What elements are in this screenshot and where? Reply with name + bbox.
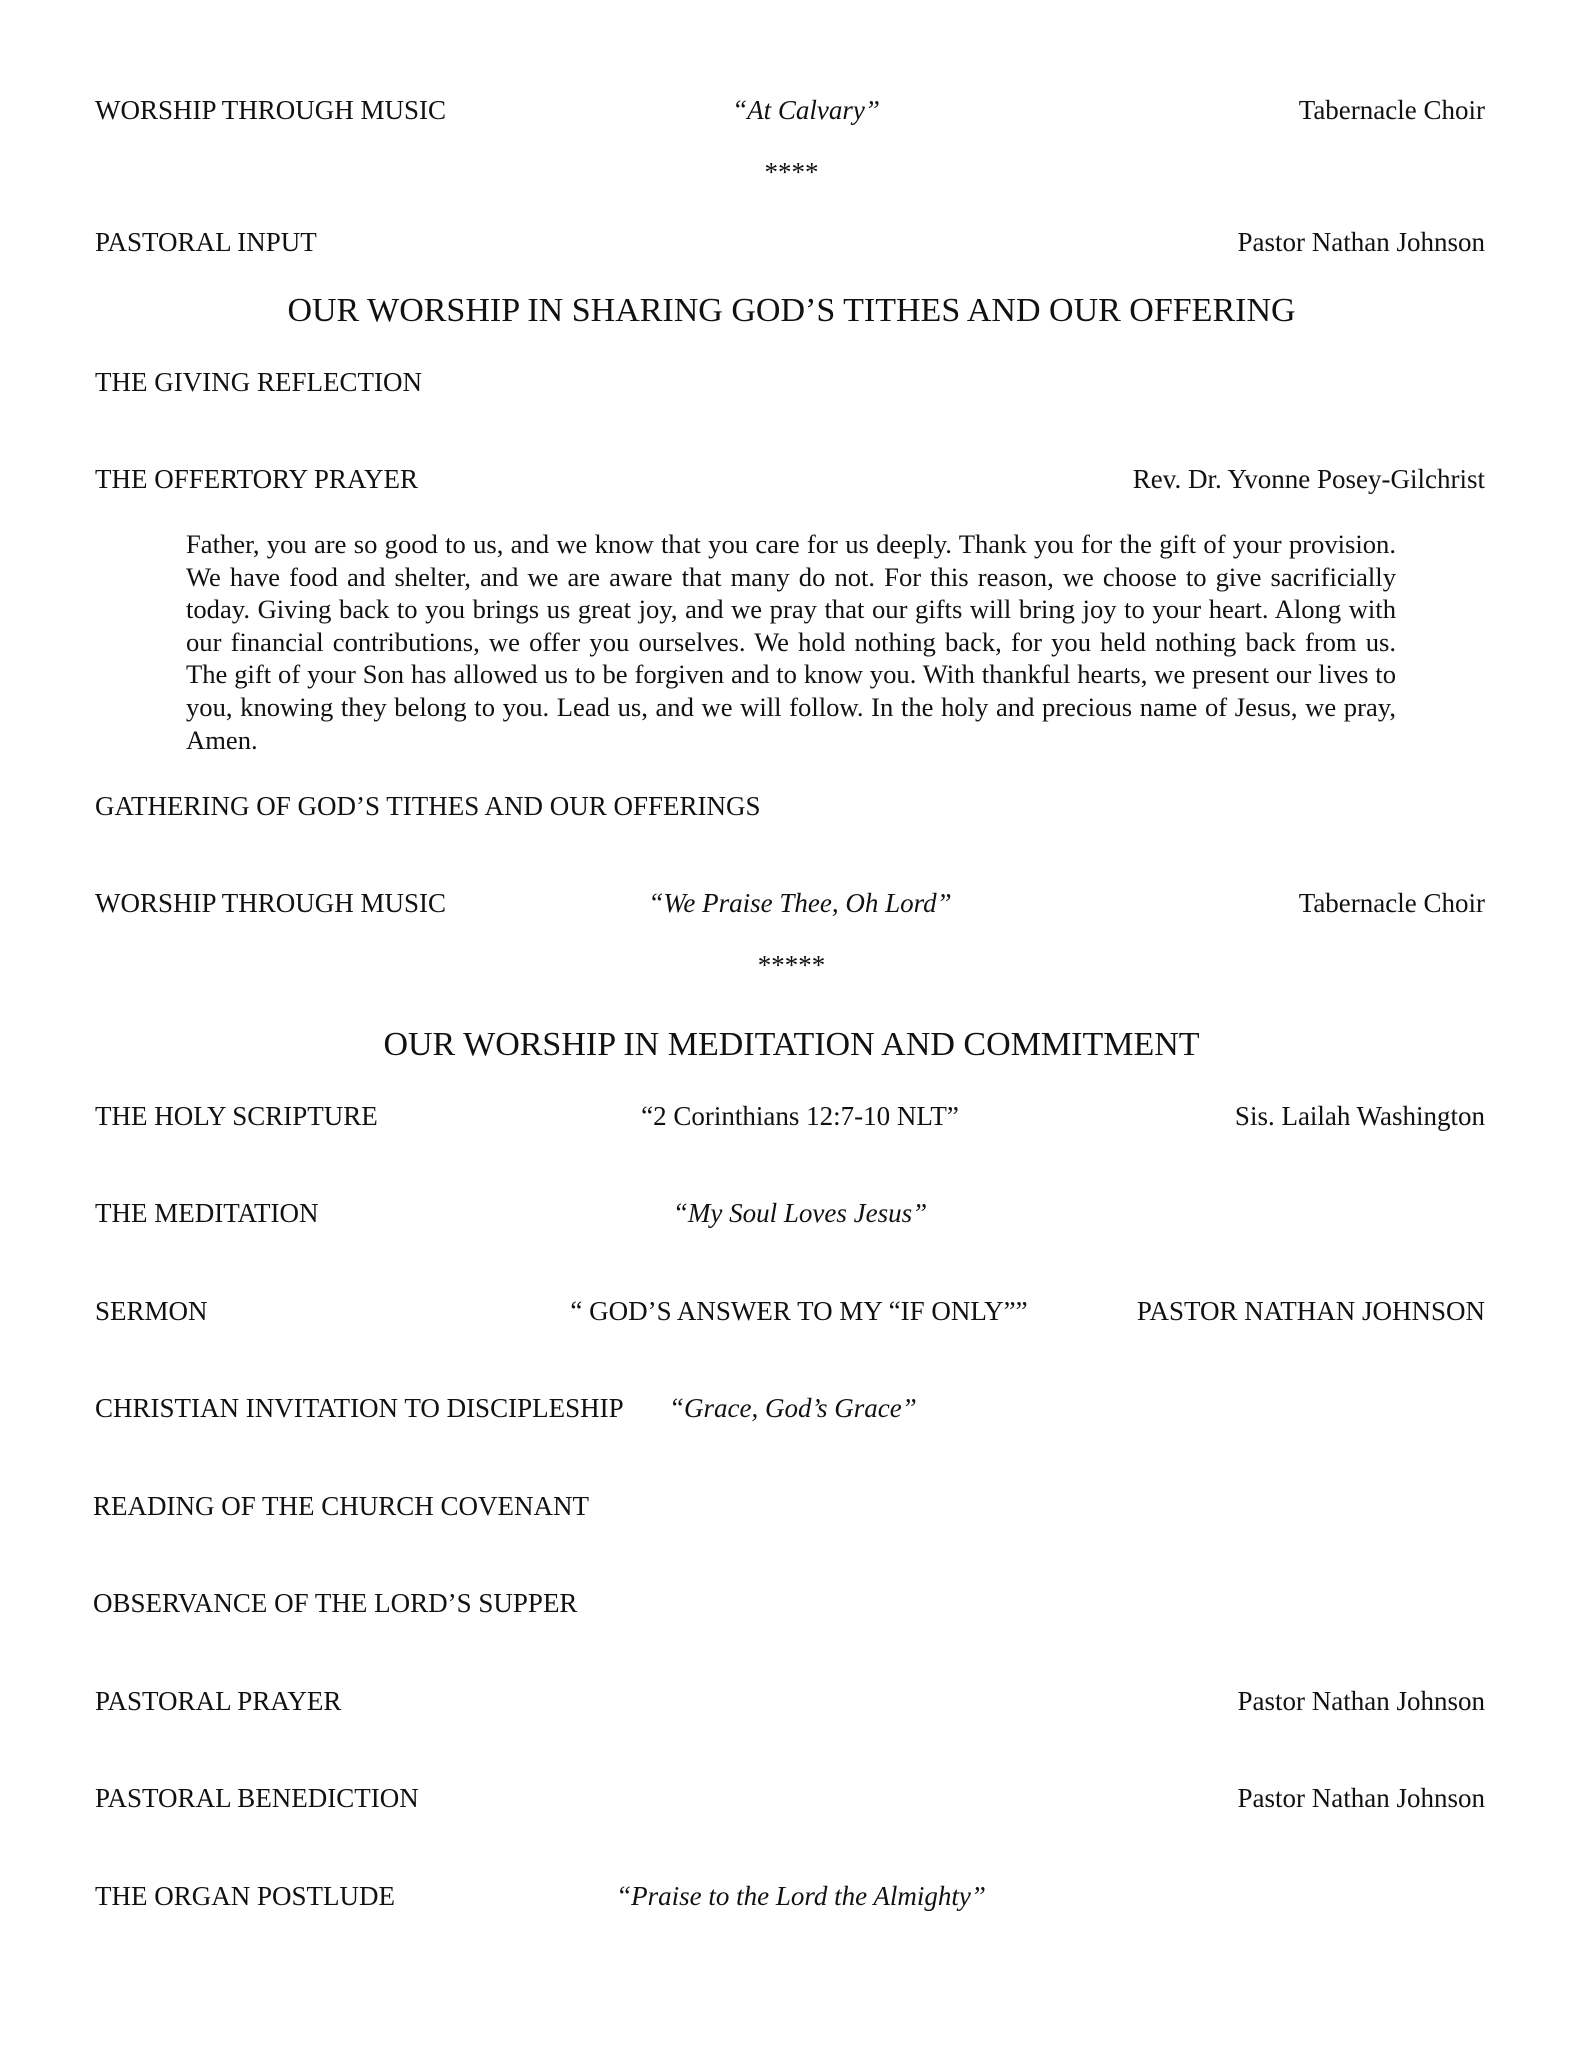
row-performer: Pastor Nathan Johnson — [1237, 1783, 1485, 1813]
program-row-music-1 — [95, 92, 1485, 128]
program-row-meditation — [95, 1195, 1485, 1231]
song-title: “Praise to the Lord the Almighty” — [616, 1881, 986, 1911]
program-row-sermon — [95, 1293, 1485, 1329]
program-row-gathering — [95, 788, 1485, 824]
section-divider-stars: ***** — [757, 950, 826, 980]
program-row-giving-reflection — [95, 364, 1485, 400]
program-row-scripture — [95, 1098, 1485, 1134]
offertory-prayer-text: Father, you are so good to us, and we know that you care for us deeply. Thank you for the gift of your provision. We have food and shelter, and we are aware that many do not. For this reason, we choose to give sacrificially today. Giving back to you brings us great joy, and we pray that our gifts will bring joy to your heart. Along with our financial contributions, we offer you ourselves. We hold nothing back, for you held nothing back from us. The gift of your Son has allowed us to be forgiven and to know you. With thankful hearts, we present our lives to you, knowing they belong to you. Lead us, and we will follow. In the holy and precious name of Jesus, we pray, Amen. — [186, 529, 1396, 755]
row-label: THE GIVING REFLECTION — [95, 367, 422, 397]
row-performer: Sis. Lailah Washington — [1234, 1101, 1485, 1131]
row-performer: Tabernacle Choir — [1298, 95, 1485, 125]
row-performer: Tabernacle Choir — [1298, 888, 1485, 918]
program-row-invitation — [95, 1390, 1485, 1426]
row-label: THE OFFERTORY PRAYER — [95, 464, 418, 494]
program-row-benediction — [95, 1780, 1485, 1816]
row-label: READING OF THE CHURCH COVENANT — [93, 1491, 590, 1521]
row-label: GATHERING OF GOD’S TITHES AND OUR OFFERINGS — [95, 791, 761, 821]
row-label: WORSHIP THROUGH MUSIC — [95, 888, 447, 918]
row-label: PASTORAL BENEDICTION — [95, 1783, 419, 1813]
section-divider-stars: **** — [764, 157, 819, 187]
row-label: SERMON — [95, 1296, 208, 1326]
row-performer: Pastor Nathan Johnson — [1237, 227, 1485, 257]
row-performer: PASTOR NATHAN JOHNSON — [1136, 1296, 1485, 1326]
sermon-title: “ GOD’S ANSWER TO MY “IF ONLY”” — [570, 1296, 1028, 1326]
row-label: OBSERVANCE OF THE LORD’S SUPPER — [93, 1588, 578, 1618]
program-row-pastoral-input — [95, 224, 1485, 260]
program-row-covenant — [93, 1488, 1483, 1524]
row-label: CHRISTIAN INVITATION TO DISCIPLESHIP — [95, 1393, 624, 1423]
row-label: THE ORGAN POSTLUDE — [95, 1881, 395, 1911]
row-label: PASTORAL PRAYER — [95, 1686, 342, 1716]
row-label: PASTORAL INPUT — [95, 227, 317, 257]
program-row-postlude — [95, 1878, 1485, 1914]
song-title: “At Calvary” — [732, 95, 880, 125]
scripture-reference: “2 Corinthians 12:7-10 NLT” — [641, 1101, 959, 1131]
section-heading-meditation: OUR WORSHIP IN MEDITATION AND COMMITMENT — [383, 1026, 1200, 1063]
program-row-offertory-prayer — [95, 461, 1485, 497]
song-title: “My Soul Loves Jesus” — [672, 1198, 928, 1228]
row-label: THE MEDITATION — [95, 1198, 319, 1228]
program-row-lords-supper — [93, 1585, 1483, 1621]
program-row-pastoral-prayer — [95, 1683, 1485, 1719]
row-performer: Pastor Nathan Johnson — [1237, 1686, 1485, 1716]
row-label: WORSHIP THROUGH MUSIC — [95, 95, 447, 125]
song-title: “Grace, God’s Grace” — [669, 1393, 917, 1423]
section-heading-tithes: OUR WORSHIP IN SHARING GOD’S TITHES AND OUR OFFERING — [287, 292, 1296, 329]
row-label: THE HOLY SCRIPTURE — [95, 1101, 378, 1131]
song-title: “We Praise Thee, Oh Lord” — [648, 888, 952, 918]
row-performer: Rev. Dr. Yvonne Posey-Gilchrist — [1132, 464, 1485, 494]
program-row-music-2 — [95, 885, 1485, 921]
